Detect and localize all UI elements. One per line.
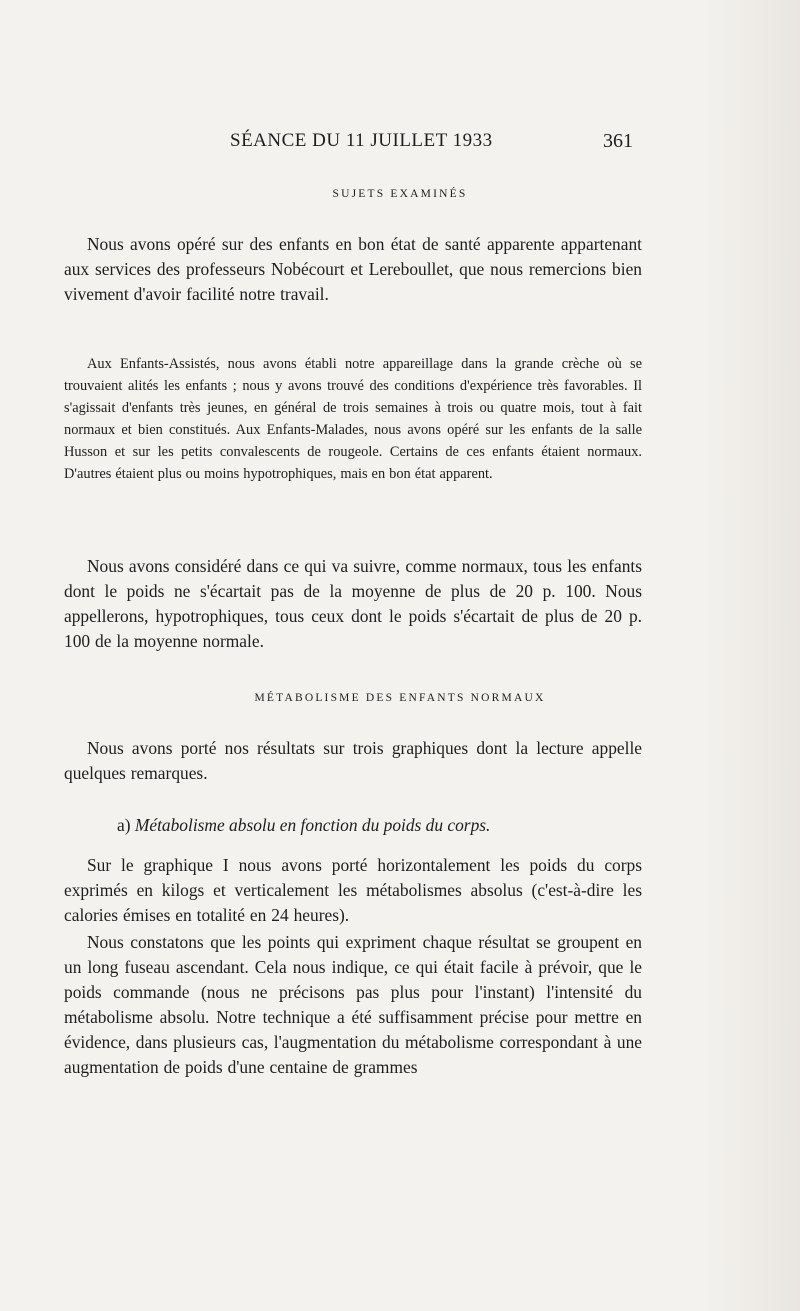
subsection-title: Métabolisme absolu en fonction du poids du corps. bbox=[134, 815, 491, 835]
subsection-heading bbox=[117, 815, 490, 836]
paragraph-enfants-assistes: Aux Enfants-Assistés, nous avons établi notre appareillage dans la grande crèche où se trouvaient alités les enfants ; nous y avons trouvé des conditions d'expérience très favorables. Il s'agissait d'enfants très jeunes, en général de trois semaines à trois ou quatre mois, tout à fait normaux et bien constitués. Aux Enfants-Malades, nous avons opéré sur les enfants de la salle Husson et sur les petits convalescents de rougeole. Certains de ces enfants étaient normaux. D'autres étaient plus ou moins hypotrophiques, mais en bon état apparent. bbox=[64, 356, 642, 482]
running-head-title: SÉANCE DU 11 JUILLET 1933 bbox=[230, 130, 493, 151]
section-heading-sujets-examines: SUJETS EXAMINÉS bbox=[332, 188, 468, 200]
paragraph-graphiques-intro: Nous avons porté nos résultats sur trois graphiques dont la lecture appelle quelques remarques. bbox=[64, 738, 642, 783]
paragraph-subjects-intro: Nous avons opéré sur des enfants en bon état de santé apparente appartenant aux services des professeurs Nobécourt et Lereboullet, que nous remercions bien vivement d'avoir facilité notre travail. bbox=[64, 234, 642, 304]
section-heading-metabolisme-normaux: MÉTABOLISME DES ENFANTS NORMAUX bbox=[254, 692, 546, 704]
paragraph-normal-definition: Nous avons considéré dans ce qui va suivre, comme normaux, tous les enfants dont le poids ne s'écartait pas de la moyenne de plus de 20 p. 100. Nous appellerons, hypotrophiques, tous ceux dont le poids s'écartait de plus de 20 p. 100 de la moyenne normale. bbox=[64, 556, 642, 651]
page-number: 361 bbox=[603, 130, 633, 152]
subsection-label: a) bbox=[117, 815, 131, 835]
running-head bbox=[0, 130, 800, 160]
paragraph-graphique-1: Sur le graphique I nous avons porté horizontalement les poids du corps exprimés en kilogs et verticalement les métabolismes absolus (c'est-à-dire les calories émises en totalité en 24 heures). bbox=[64, 855, 642, 925]
paragraph-fuseau-ascendant: Nous constatons que les points qui expriment chaque résultat se groupent en un long fuseau ascendant. Cela nous indique, ce qui était facile à prévoir, que le poids commande (nous ne précisons pas plus pour l'instant) l'intensité du métabolisme absolu. Notre technique a été suffisamment précise pour mettre en évidence, dans plusieurs cas, l'augmentation du métabolisme correspondant à une augmentation de poids d'une centaine de grammes bbox=[64, 932, 642, 1077]
